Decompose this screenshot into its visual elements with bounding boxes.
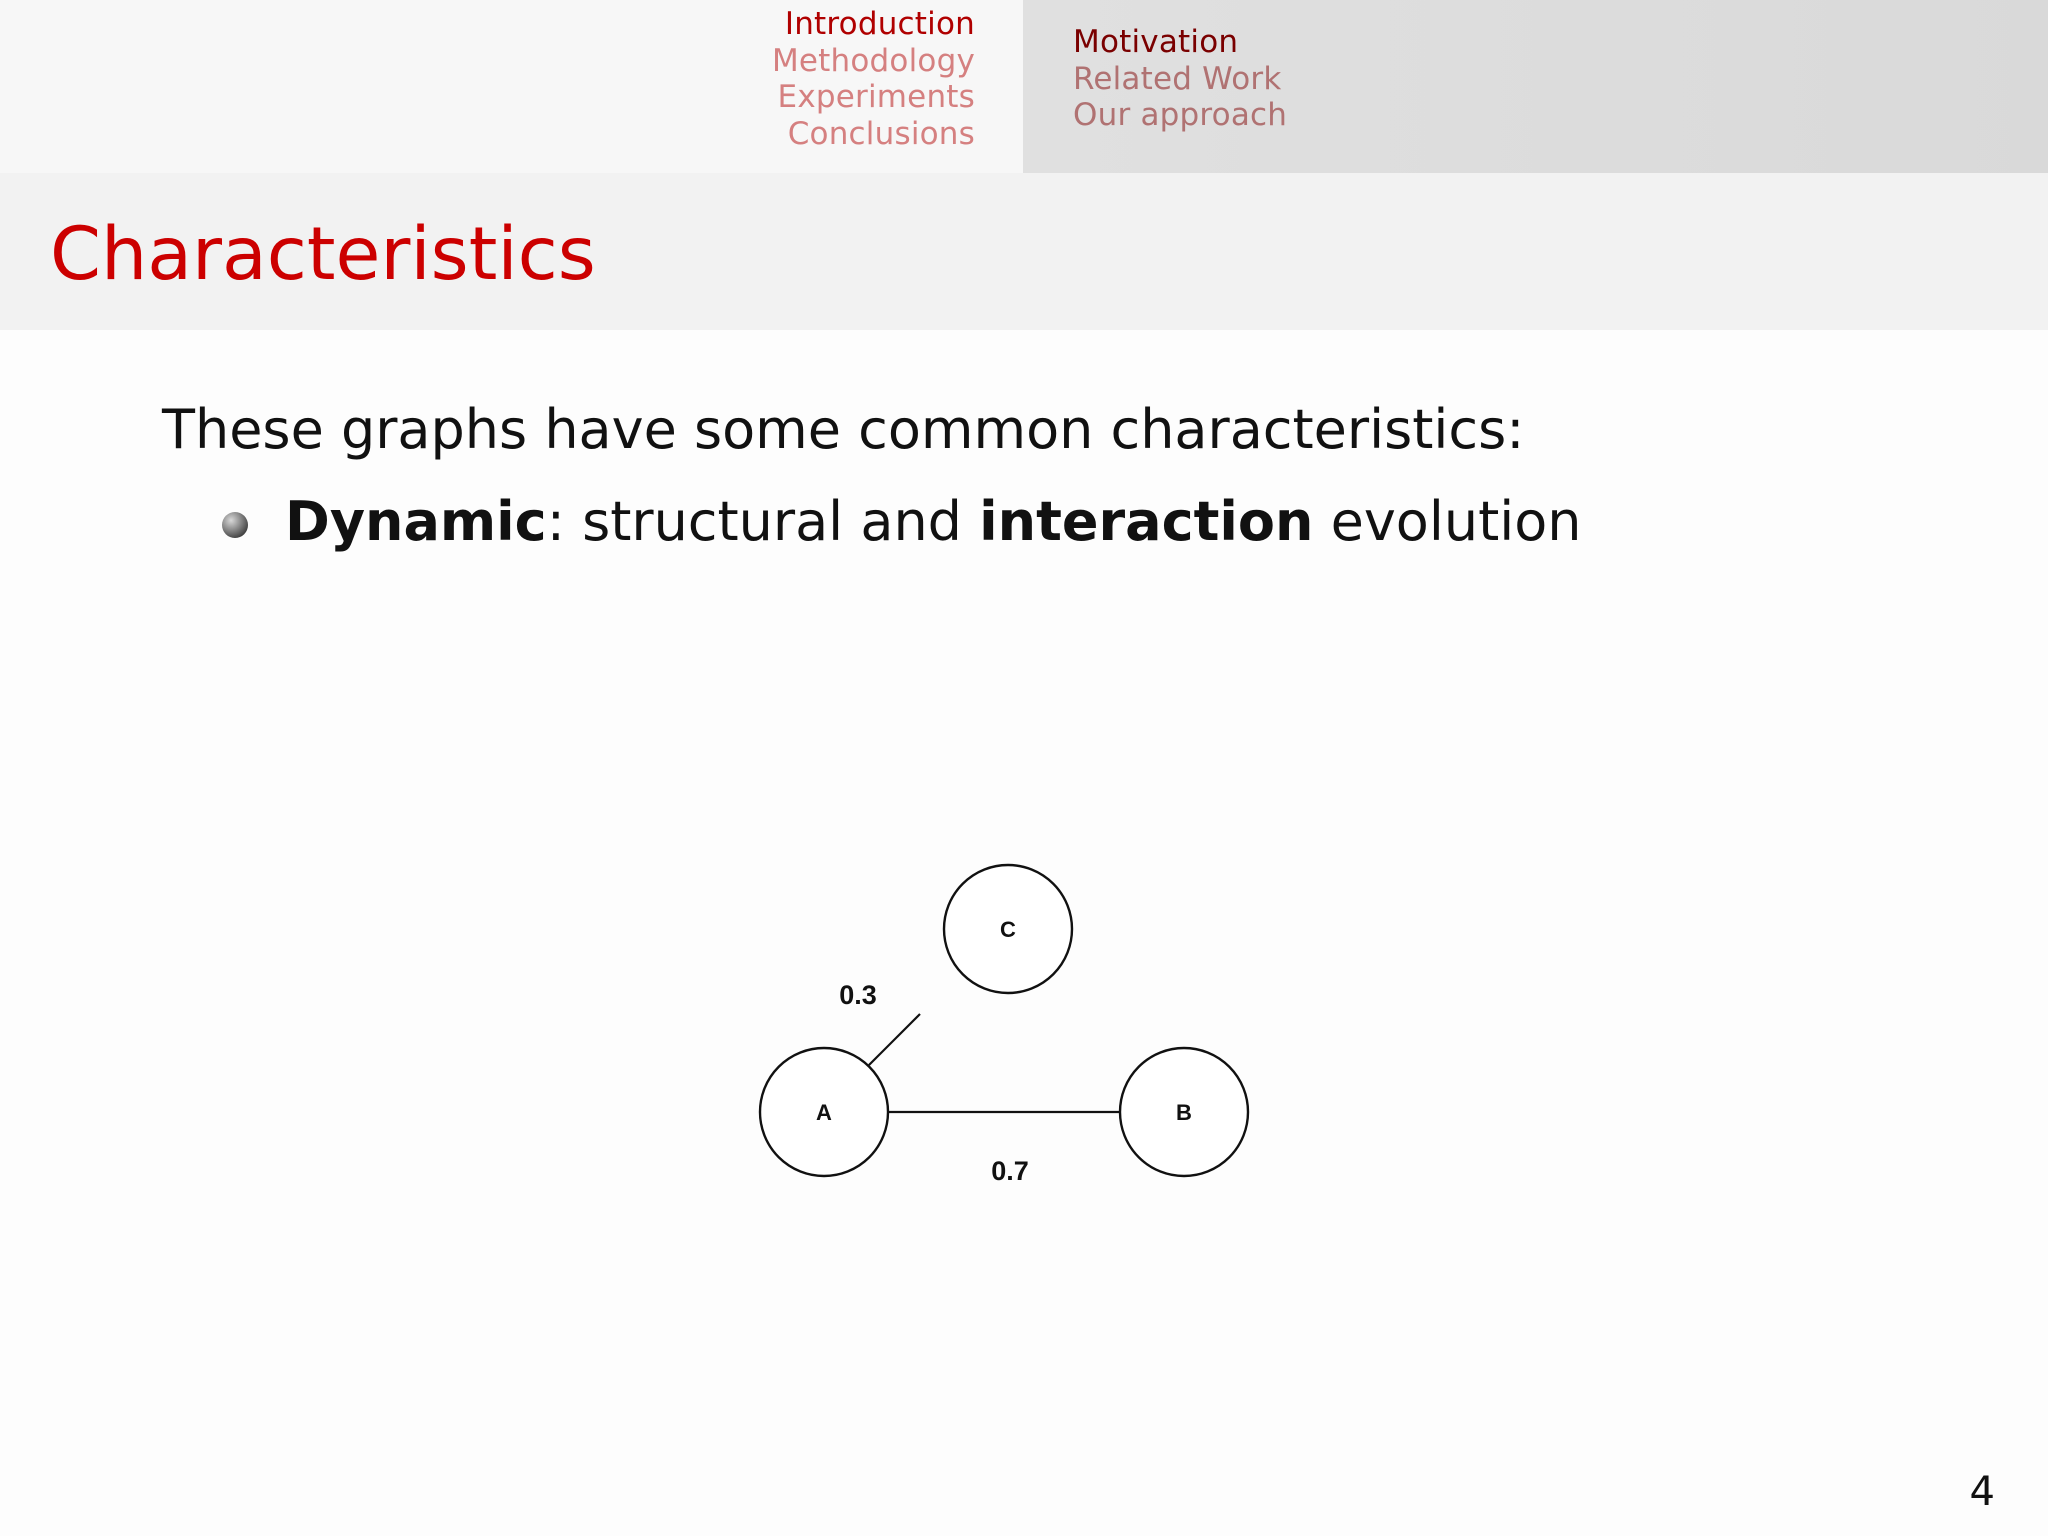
- node-a-label: A: [816, 1100, 832, 1125]
- node-b-label: B: [1176, 1100, 1192, 1125]
- bullet-emphasis: interaction: [979, 490, 1314, 553]
- intro-text: These graphs have some common characteristics:: [162, 398, 1525, 461]
- bullet-icon: [222, 512, 248, 538]
- subsection-list: [1073, 24, 1287, 134]
- section-list: [772, 6, 975, 152]
- bullet-text-after: evolution: [1313, 490, 1582, 553]
- graph-diagram: [740, 850, 1260, 1200]
- nav-subsection-our-approach[interactable]: Our approach: [1073, 97, 1288, 133]
- nav-subsection-motivation[interactable]: Motivation: [1073, 24, 1239, 60]
- frame-title: Characteristics: [50, 212, 596, 297]
- page-number: 4: [1969, 1469, 1995, 1515]
- edge-a-b-weight: 0.7: [991, 1156, 1029, 1186]
- subsection-nav: [1023, 0, 2048, 173]
- nav-subsection-related-work[interactable]: Related Work: [1073, 60, 1282, 97]
- bullet-text-before: structural and: [564, 490, 980, 553]
- nav-section-methodology[interactable]: Methodology: [771, 42, 975, 79]
- section-nav: [0, 0, 1023, 173]
- navigation-header: [0, 0, 2048, 173]
- nav-section-conclusions[interactable]: Conclusions: [787, 115, 975, 152]
- frame-title-bar: [0, 173, 2048, 330]
- nav-section-experiments[interactable]: Experiments: [777, 79, 975, 115]
- bullet-text: [285, 490, 1582, 554]
- edge-a-c-weight: 0.3: [839, 980, 877, 1010]
- bullet-separator: :: [546, 490, 565, 553]
- edge-a-c: [869, 1014, 920, 1065]
- nav-section-introduction[interactable]: Introduction: [784, 6, 975, 42]
- bullet-term: Dynamic: [285, 490, 547, 553]
- node-c-label: C: [1000, 917, 1016, 942]
